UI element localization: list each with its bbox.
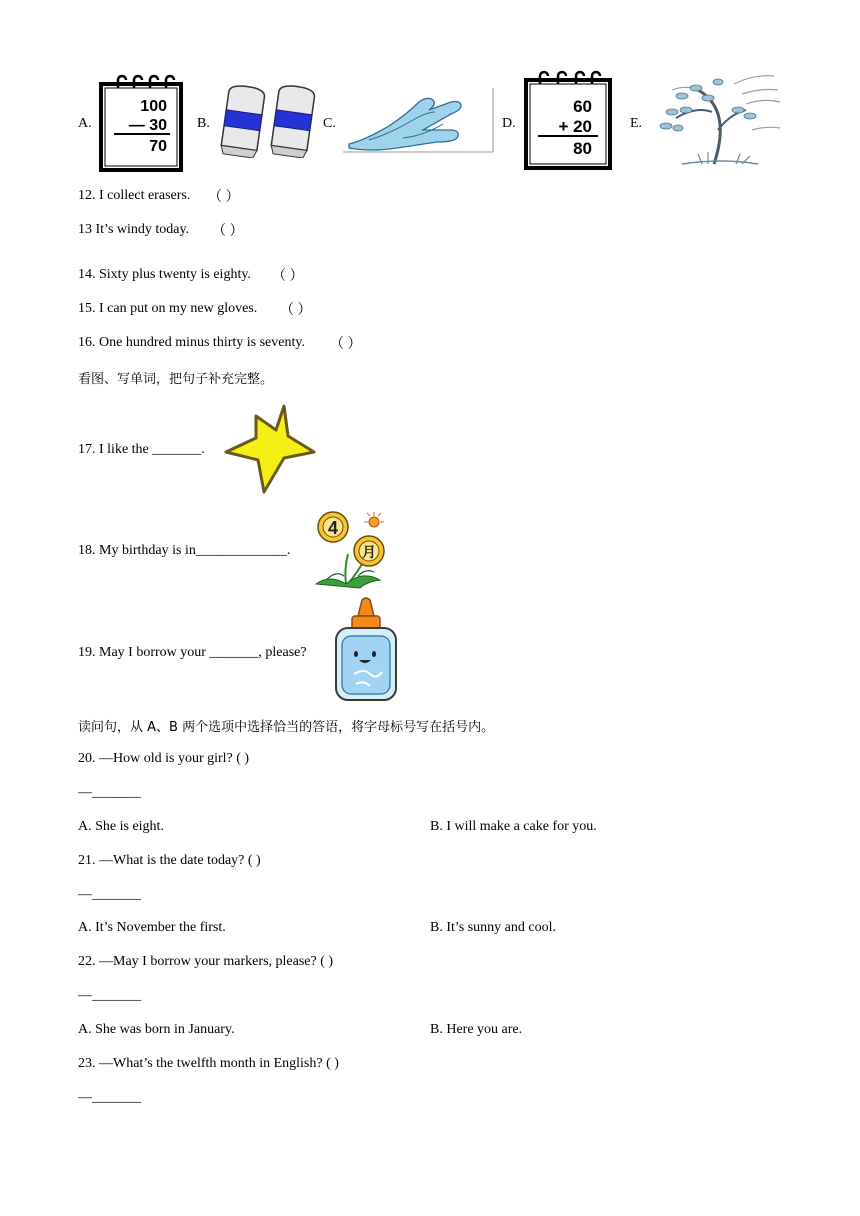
- choice-b: B. I will make a cake for you.: [430, 819, 597, 834]
- option-letter-c: C.: [323, 116, 336, 131]
- svg-text:100: 100: [140, 98, 167, 115]
- svg-text:70: 70: [149, 138, 167, 155]
- choice-a: A. She was born in January.: [78, 1022, 235, 1037]
- section-instruction-qa: 读问句，从 A、B 两个选项中选择恰当的答语，将字母标号写在括号内。: [78, 720, 495, 735]
- answer-paren[interactable]: （ ）: [272, 269, 304, 284]
- answer-paren[interactable]: （ ）: [330, 337, 362, 352]
- calendar-addition-icon: [522, 70, 614, 170]
- choice-b: B. It’s sunny and cool.: [430, 920, 556, 935]
- svg-text:— 30: — 30: [128, 117, 167, 134]
- glue-bottle-icon: [332, 596, 400, 704]
- svg-text:4: 4: [327, 518, 339, 538]
- choice-a: A. She is eight.: [78, 819, 164, 834]
- section-instruction-fill: 看图、写单词，把句子补充完整。: [78, 372, 274, 387]
- star-icon: [222, 402, 318, 496]
- svg-text:80: 80: [573, 139, 592, 158]
- calendar-subtraction-icon: [98, 74, 184, 172]
- erasers-icon: [215, 82, 317, 158]
- windy-tree-icon: [652, 70, 786, 168]
- option-letter-e: E.: [630, 116, 643, 131]
- svg-text:60: 60: [573, 97, 592, 116]
- option-letter-a: A.: [78, 116, 92, 131]
- answer-paren[interactable]: （ ）: [212, 224, 244, 239]
- answer-blank[interactable]: —_______: [78, 785, 141, 800]
- april-flower-icon: [312, 510, 386, 590]
- option-letter-d: D.: [502, 116, 516, 131]
- answer-blank[interactable]: —_______: [78, 887, 141, 902]
- choice-b: B. Here you are.: [430, 1022, 523, 1037]
- answer-paren[interactable]: （ ）: [208, 190, 240, 205]
- answer-blank[interactable]: —_______: [78, 1090, 141, 1105]
- svg-text:+ 20: + 20: [558, 117, 592, 136]
- answer-blank[interactable]: —_______: [78, 988, 141, 1003]
- choice-a: A. It’s November the first.: [78, 920, 226, 935]
- answer-paren[interactable]: （ ）: [280, 303, 312, 318]
- option-letter-b: B.: [197, 116, 210, 131]
- gloves-icon: [343, 88, 495, 154]
- svg-text:月: 月: [362, 545, 376, 561]
